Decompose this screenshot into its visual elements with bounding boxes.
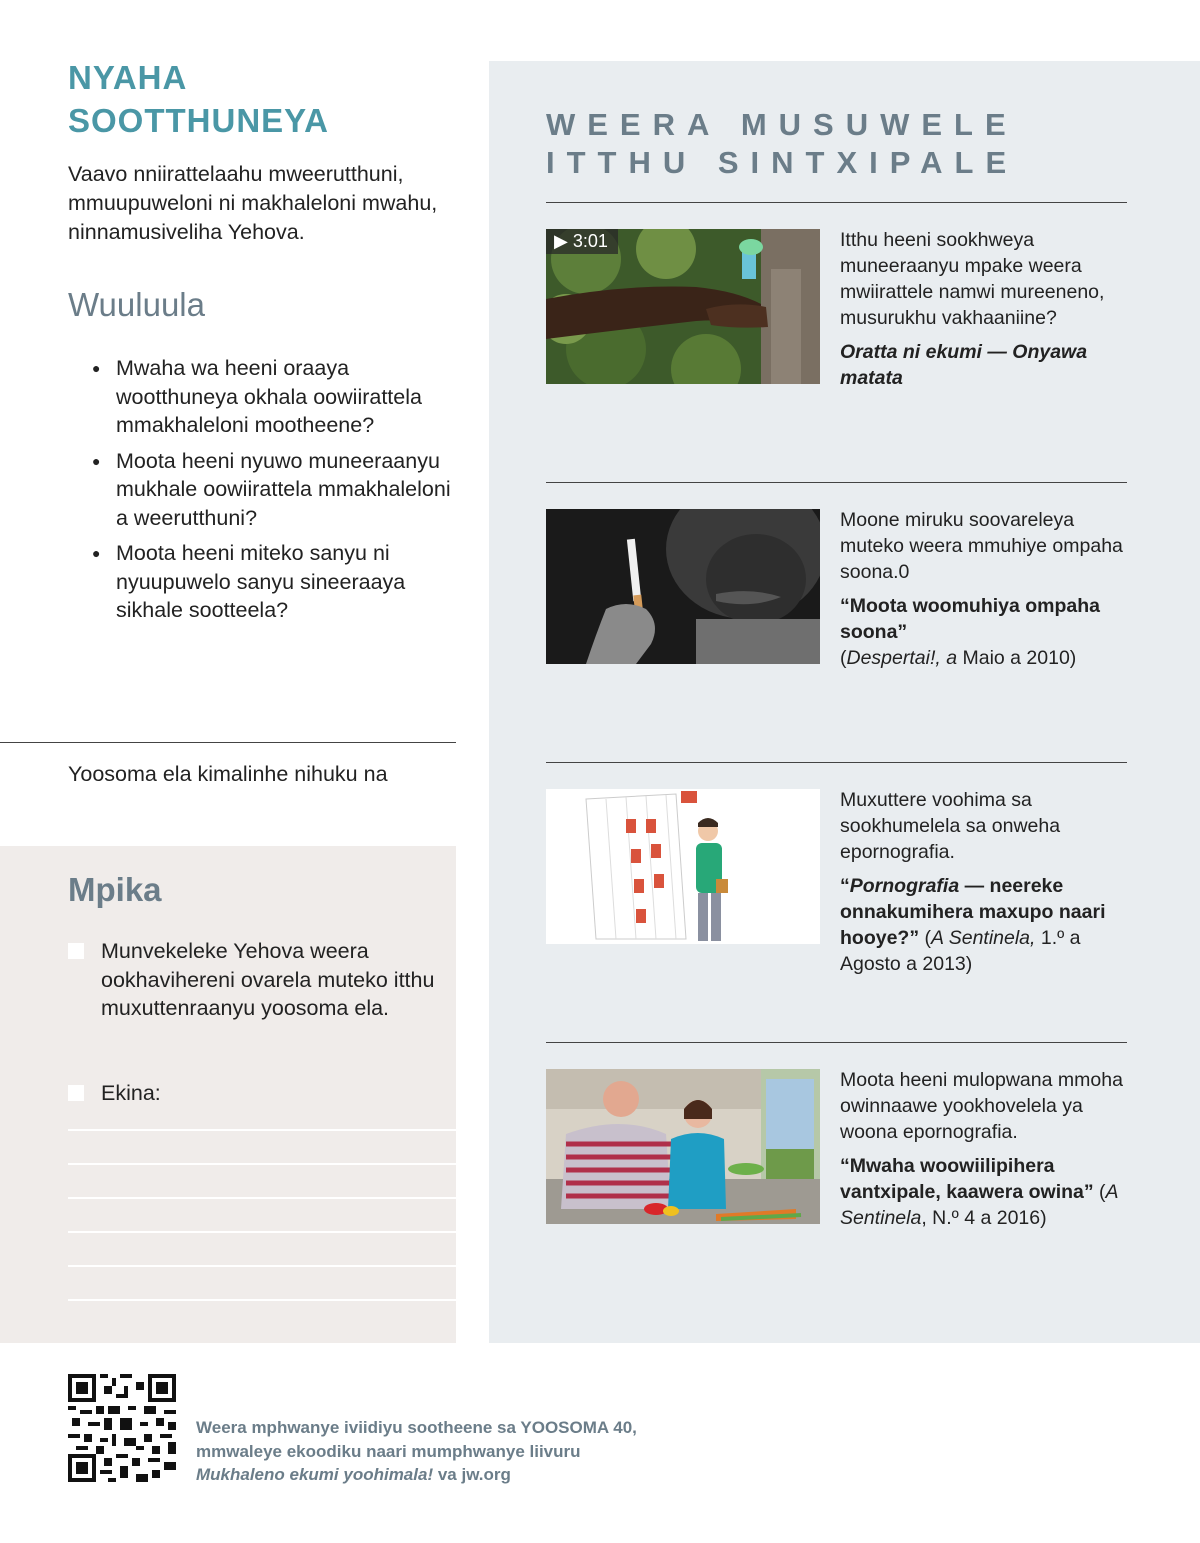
checkbox[interactable] <box>68 943 84 959</box>
resource-source-date: Maio a 2010) <box>962 647 1077 669</box>
cigarette-photo <box>546 509 820 664</box>
resource-title-italic: Pornografia <box>849 875 960 897</box>
goal-item[interactable] <box>68 1079 448 1108</box>
article-thumbnail[interactable] <box>546 789 820 944</box>
page-title <box>68 56 448 142</box>
footer-line3 <box>196 1463 716 1487</box>
writing-line[interactable] <box>68 1299 456 1301</box>
resource-description: Itthu heeni sookhweya muneeraanyu mpake weera mwiirattele namwi mureeneno, musurukhu vakhaaniine? <box>840 229 1105 329</box>
couple-cooking-photo <box>546 1069 820 1224</box>
article-thumbnail[interactable] <box>546 509 820 664</box>
footer-note <box>196 1416 716 1487</box>
man-with-phone-illustration <box>546 789 820 944</box>
divider <box>546 202 1127 203</box>
review-item: ● Moota heeni nyuwo muneeraanyu mukhale oowiirattela mmakhaleloni a weerutthuni? <box>92 447 457 533</box>
writing-line[interactable] <box>68 1265 456 1267</box>
resource-link[interactable]: Oratta ni ekumi — Onyawa matata <box>840 341 1088 389</box>
resource-source-publication: Despertai!, a <box>846 647 958 669</box>
writing-line[interactable] <box>68 1231 456 1233</box>
writing-line[interactable] <box>68 1197 456 1199</box>
resource-item <box>840 1067 1130 1231</box>
review-list <box>92 354 457 632</box>
review-item: ● Moota heeni miteko sanyu ni nyuupuwelo sanyu sineeraaya sikhale sootteela? <box>92 539 457 625</box>
goal-item[interactable] <box>68 937 448 1023</box>
article-thumbnail[interactable] <box>546 1069 820 1224</box>
resource-item <box>840 227 1130 391</box>
resource-item <box>840 507 1130 671</box>
learn-more-title-line1: WEERA MUSUWELE <box>546 107 1018 142</box>
footer-line1: Weera mphwanye iviidiyu sootheene sa YOOSOMA 40, <box>196 1418 637 1437</box>
resource-description: Muxuttere voohima sa sookhumelela sa onweha epornografia. <box>840 789 1061 863</box>
video-thumbnail[interactable] <box>546 229 820 384</box>
resource-title: “Moota woomuhiya ompaha soona” <box>840 595 1101 643</box>
resource-link[interactable]: “Mwaha woowiilipihera vantxipale, kaawera owina” (A Sentinela, N.º 4 a 2016) <box>840 1155 1118 1229</box>
intro-paragraph: Vaavo nniirattelaahu mweerutthuni, mmuupuweloni ni makhaleloni mwahu, ninnamusiveliha Yehova. <box>68 162 438 244</box>
resource-source-date: , N.º 4 a 2016) <box>921 1207 1047 1229</box>
divider <box>546 1042 1127 1043</box>
resource-title: “Mwaha woowiilipihera vantxipale, kaawera owina” <box>840 1155 1094 1203</box>
learn-more-title-line2: ITTHU SINTXIPALE <box>546 145 1019 180</box>
resource-link[interactable]: “Pornografia — neereke onnakumihera maxupo naari hooye?” (A Sentinela, 1.º a Agosto a 2013) <box>840 875 1106 975</box>
resource-source: (Despertai!, a Maio a 2010) <box>840 647 1077 669</box>
footer-line2: mmwaleye ekoodiku naari mumphwanye liivuru <box>196 1441 581 1461</box>
checkbox[interactable] <box>68 1085 84 1101</box>
resource-source-publication: A Sentinela, <box>931 927 1036 949</box>
goals-heading: Mpika <box>68 871 162 908</box>
footer-book-title: Mukhaleno ekumi yoohimala! <box>196 1465 434 1484</box>
writing-line[interactable] <box>68 1129 456 1131</box>
page-title-line1: NYAHA <box>68 59 188 96</box>
review-heading: Wuuluula <box>68 286 205 323</box>
qr-code-icon[interactable] <box>68 1374 176 1482</box>
resource-title: — neereke onnakumihera maxupo naari hooye?” <box>840 875 1106 949</box>
resource-source-date: 1.º a Agosto a 2013) <box>840 927 1081 975</box>
goal-text: Ekina: <box>101 1081 161 1105</box>
studied-date-label: Yoosoma ela kimalinhe nihuku na <box>68 762 388 786</box>
page-title-line2: SOOTTHUNEYA <box>68 102 329 139</box>
resource-link[interactable] <box>840 593 1130 645</box>
review-item: ● Mwaha wa heeni oraaya wootthuneya okhala oowiirattela mmakhaleloni mootheene? <box>92 354 457 440</box>
goal-text: Munvekeleke Yehova weera ookhavihereni ovarela muteko itthu muxuttenraanyu yoosoma ela. <box>101 939 435 1020</box>
resource-description: Moota heeni mulopwana mmoha owinnaawe yookhovelela ya woona epornografia. <box>840 1069 1123 1143</box>
learn-more-title <box>546 106 1146 182</box>
resource-description: Moone miruku soovareleya muteko weera mmuhiye ompaha soona.0 <box>840 509 1123 583</box>
writing-line[interactable] <box>68 1163 456 1165</box>
divider <box>546 482 1127 483</box>
video-duration-badge: ▶ 3:01 <box>546 229 618 254</box>
divider <box>546 762 1127 763</box>
resource-source-publication: A Sentinela <box>840 1181 1118 1229</box>
resource-item <box>840 787 1130 977</box>
footer-site[interactable]: va jw.org <box>437 1465 511 1484</box>
divider <box>0 742 456 743</box>
